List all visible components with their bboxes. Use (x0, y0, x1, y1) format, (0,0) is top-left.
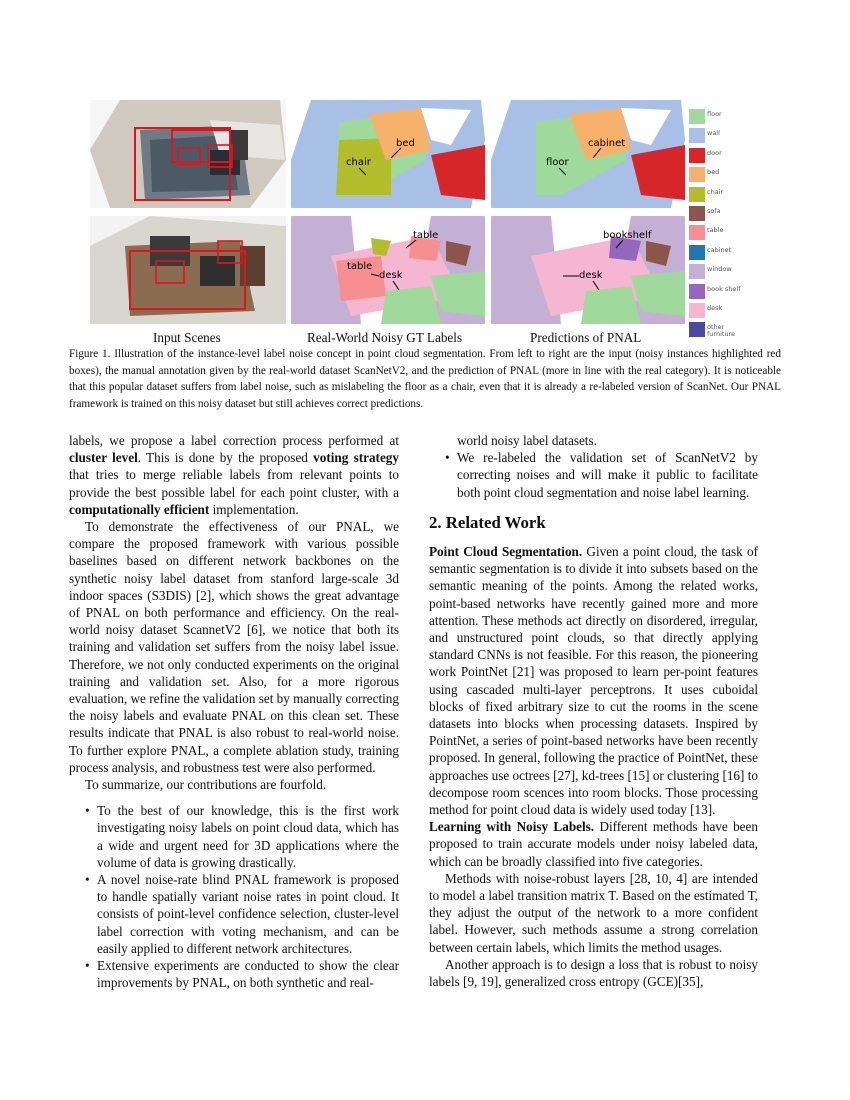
right-column (429, 432, 758, 990)
legend-swatch (689, 206, 705, 221)
legend-item (689, 166, 741, 185)
label-table-top: table (413, 230, 439, 241)
input-scene-top (90, 100, 286, 208)
legend-swatch (689, 284, 705, 299)
legend-label: other furniture (707, 323, 736, 338)
col-title-pred: Predictions of PNAL (530, 330, 642, 345)
paragraph-robust-loss: Another approach is to design a loss that is robust to noisy labels [9, 19], generalized cross entropy (GCE)[35], (429, 956, 758, 990)
noisy-gt-top (291, 100, 485, 208)
legend-swatch (689, 264, 705, 279)
legend-label: bed (707, 168, 720, 177)
legend-swatch (689, 167, 705, 182)
legend-label: desk (707, 303, 723, 312)
contributions-list-continued (429, 432, 758, 501)
legend-swatch (689, 187, 705, 202)
legend-item (689, 147, 741, 166)
legend-label: floor (707, 110, 722, 118)
legend-item (689, 263, 741, 282)
label-cabinet: cabinet (588, 138, 626, 149)
paragraph-point-cloud-segmentation: Point Cloud Segmentation. Given a point cloud, the task of semantic segmentation is to divide it into subsets based on the semantic meaning of the points. Among the related works, point-based networks have recently gained more and more attention. These methods act directly on disordered, irregular, and unstructured point clouds, so that directly applying standard CNNs is not feasible. For this reason, the pioneering work PointNet [21] was proposed to learn per-point features using cascaded multi-layer perceptrons. It uses cuboidal blocks of fixed arbitrary size to cut the rooms in the scene datasets into blocks when processing datasets. Inspired by PointNet, a series of point-based networks have been recently proposed. In general, following the practice of PointNet, these approaches use octrees [27], kd-trees [15] or clustering [16] to decompose room scences into room blocks. Those processing method for point cloud data is widely used today [13]. (429, 544, 758, 818)
legend-item (689, 127, 741, 146)
col-title-input: Input Scenes (153, 330, 221, 345)
pred-top (491, 100, 685, 208)
legend-item (689, 283, 741, 302)
contributions-list (69, 802, 399, 991)
legend-item (689, 244, 741, 263)
figure-caption: Figure 1. Illustration of the instance-level label noise concept in point cloud segmentation. From left to right are the input (noisy instances highlighted red boxes), the manual annotation given by the real-world dataset ScanNetV2, and the prediction of PNAL (more in line with the real category). It is noticeable that this popular dataset suffers from label noise, such as mislabeling the floor as a chair, even that it is already a re-labeled version of ScanNet. Our PNAL framework is trained on this noisy dataset but still achieves correct predictions. (69, 348, 781, 410)
paragraph-noise-robust-layers: Methods with noise-robust layers [28, 10, 4] are intended to model a label transition matrix T. Based on the estimated T, they adjust the output of the network to a more confident label. However, such methods assume a strong correlation between certain labels, which limits the method usages. (429, 870, 758, 955)
list-item: world noisy label datasets. (457, 433, 597, 448)
legend-label: window (707, 265, 732, 274)
legend-item (689, 186, 741, 205)
figure-legend (689, 108, 741, 341)
paragraph-summary: To summarize, our contributions are fourfold. (85, 777, 327, 793)
label-desk: desk (379, 270, 403, 281)
pred-bottom (491, 216, 685, 324)
paragraph-label-correction: labels, we propose a label correction process performed at cluster level. This is done by the proposed voting strategy that tries to merge reliable labels from relevant points to provide the best possible label for each point cluster, with a computationally efficient implementation. (69, 433, 399, 517)
label-desk-pred: desk (579, 270, 603, 281)
legend-label: door (707, 148, 722, 157)
label-floor: floor (546, 157, 569, 168)
legend-swatch (689, 245, 705, 260)
list-item: • To the best of our knowledge, this is the first work investigating noisy labels on point cloud data, which has a wide and urgent need for 3D applications where the volume of data is growing drastically. (69, 802, 399, 871)
left-column (69, 432, 399, 992)
legend-label: chair (707, 187, 724, 196)
legend-label: book shelf (707, 284, 741, 293)
legend-label: cabinet (707, 245, 732, 254)
legend-label: sofa (707, 206, 721, 215)
legend-swatch (689, 148, 705, 163)
label-bookshelf: bookshelf (603, 230, 652, 241)
col-title-noisy: Real-World Noisy GT Labels (307, 330, 463, 345)
figure-column-titles (0, 330, 850, 346)
noisy-gt-bottom (291, 216, 485, 324)
list-item: • Extensive experiments are conducted to show the clear improvements by PNAL, on both synthetic and real- (69, 957, 399, 991)
legend-label: wall (707, 129, 720, 138)
figure-1 (90, 100, 760, 332)
legend-label: table (707, 226, 724, 235)
legend-item (689, 108, 741, 127)
legend-item (689, 205, 741, 224)
section-title: 2. Related Work (429, 512, 546, 532)
label-bed: bed (396, 138, 415, 149)
label-chair: chair (346, 157, 371, 168)
label-table-left: table (347, 261, 373, 272)
input-scene-bottom (90, 216, 286, 324)
legend-item (689, 302, 741, 321)
legend-swatch (689, 109, 705, 124)
list-item: • A novel noise-rate blind PNAL framework is proposed to handle spatially variant noise rates in point cloud. It consists of point-level confidence selection, cluster-level label correction with voting mechanism, and can be easily applied to different network architectures. (69, 871, 399, 957)
legend-swatch (689, 225, 705, 240)
legend-item (689, 224, 741, 243)
legend-swatch (689, 303, 705, 318)
list-item: • We re-labeled the validation set of ScanNetV2 by correcting noises and will make it public to facilitate both point cloud segmentation and noise label learning. (429, 449, 758, 501)
legend-swatch (689, 128, 705, 143)
paragraph-effectiveness: To demonstrate the effectiveness of our PNAL, we compare the proposed framework with various possible baselines based on different network backbones on the synthetic noisy label dataset from stanford large-scale 3d indoor spaces (S3DIS) [2], which shows the great advantage of PNAL on both performance and efficiency. On the real-world noisy dataset ScannetV2 [6], we notice that both its training and validation set suffers from the noisy label issue. Therefore, we not only conducted experiments on the original training and validation set. Also, for a more rigorous evaluation, we refine the validation set by manually correcting the noisy labels and evaluate PNAL on this clean set. These results indicate that PNAL is also robust to real-world noise. To further explore PNAL, a complete ablation study, training process analysis, and robustness test were also performed. (69, 519, 399, 775)
paragraph-noisy-labels: Learning with Noisy Labels. Different methods have been proposed to train accurate models under noisy labeled data, which can be broadly classified into five categories. (429, 819, 758, 869)
